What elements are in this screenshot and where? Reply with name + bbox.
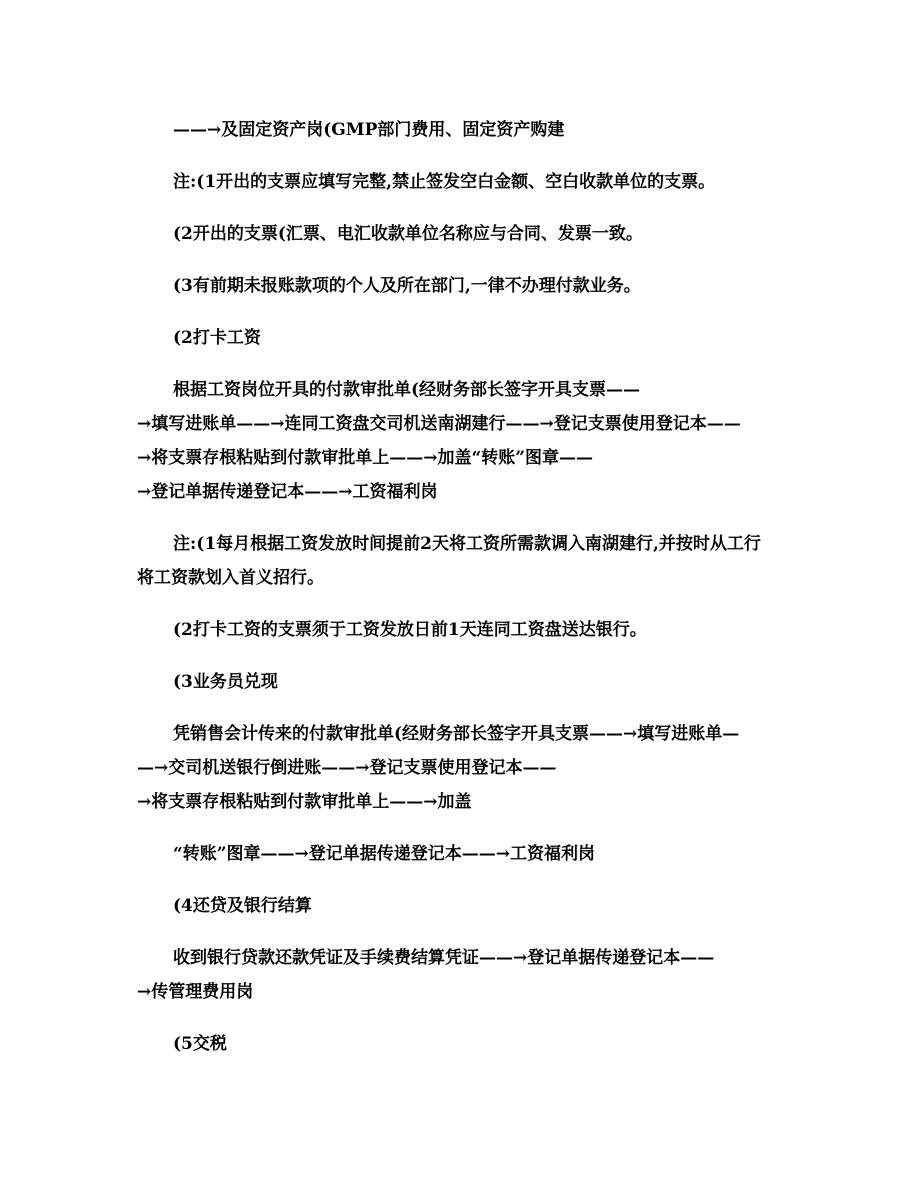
note-line: (3有前期未报账款项的个人及所在部门,一律不办理付款业务。: [173, 276, 641, 296]
section-heading: (2打卡工资: [173, 328, 261, 348]
note-line: 将工资款划入首义招行。: [137, 568, 324, 588]
text-line: —→交司机送银行倒进账——→登记支票使用登记本——: [137, 758, 557, 778]
text-line: →传管理费用岗: [137, 982, 254, 1002]
note-line: 注:(1每月根据工资发放时间提前2天将工资所需款调入南湖建行,并按时从工行: [173, 534, 761, 554]
text-line: 收到银行贷款还款凭证及手续费结算凭证——→登记单据传递登记本——: [173, 948, 715, 968]
text-line: ——→及固定资产岗(GMP部门费用、固定资产购建: [173, 120, 565, 140]
section-heading: (4还贷及银行结算: [173, 896, 312, 916]
note-line: (2打卡工资的支票须于工资发放日前1天连同工资盘送达银行。: [173, 620, 647, 640]
text-line: →将支票存根粘贴到付款审批单上——→加盖: [137, 792, 472, 812]
text-line: →将支票存根粘贴到付款审批单上——→加盖“转账”图章——: [137, 448, 594, 468]
text-line: →登记单据传递登记本——→工资福利岗: [137, 482, 438, 502]
note-line: 注:(1开出的支票应填写完整,禁止签发空白金额、空白收款单位的支票。: [173, 172, 716, 192]
text-line: →填写进账单——→连同工资盘交司机送南湖建行——→登记支票使用登记本——: [137, 414, 741, 434]
section-heading: (5交税: [173, 1034, 227, 1054]
note-line: (2开出的支票(汇票、电汇收款单位名称应与合同、发票一致。: [173, 224, 643, 244]
text-line: “转账”图章——→登记单据传递登记本——→工资福利岗: [173, 844, 596, 864]
section-heading: (3业务员兑现: [173, 672, 278, 692]
text-line: 根据工资岗位开具的付款审批单(经财务部长签字开具支票——: [173, 380, 641, 400]
text-line: 凭销售会计传来的付款审批单(经财务部长签字开具支票——→填写进账单—: [173, 724, 740, 744]
